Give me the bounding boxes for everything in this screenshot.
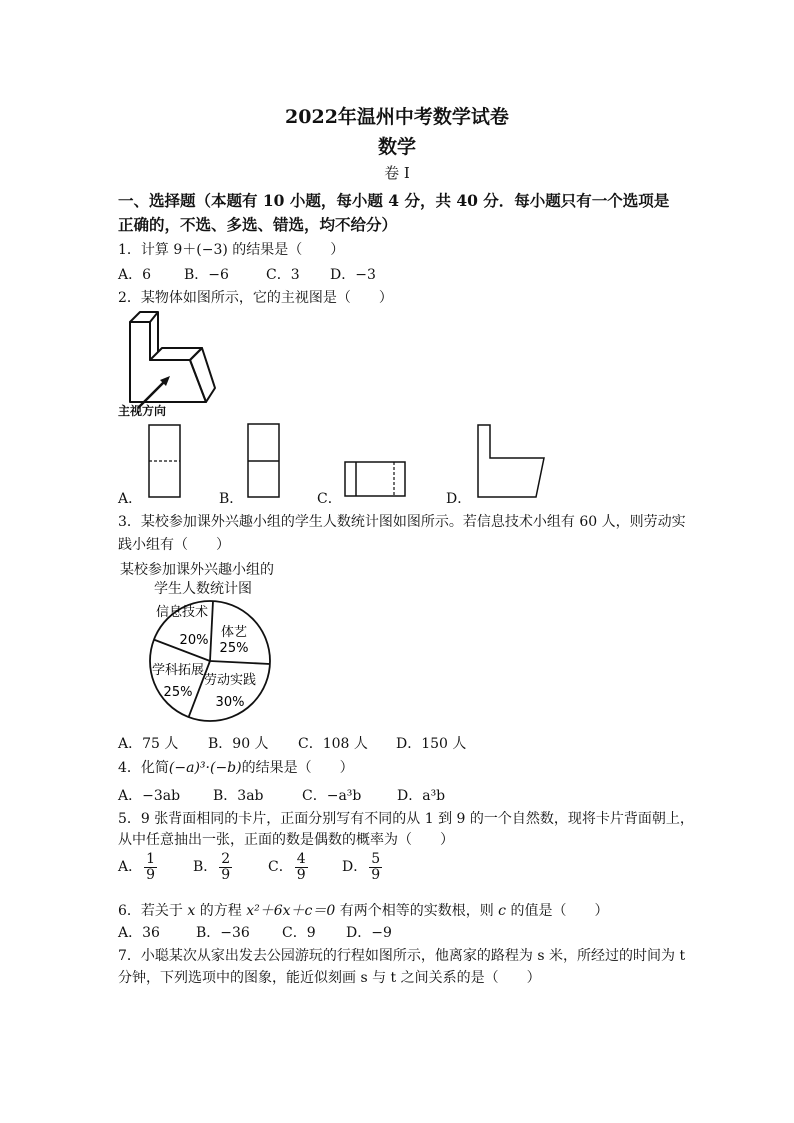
q2-option-a-figure [148, 424, 182, 500]
q4-prefix: 4．化简 [118, 760, 169, 776]
subject-title: 数学 [377, 136, 416, 158]
q5-fraction-c: $\frac{4}{9}$ [296, 851, 306, 883]
solid-top-face [130, 312, 158, 322]
q5-fraction-d: $\frac{5}{9}$ [371, 851, 381, 883]
q5-option-a: A． $\frac{1}{9}$ [118, 851, 156, 883]
solid-front-face [130, 322, 206, 402]
q3-option-c: C．108 人 [298, 736, 368, 752]
q7-stem-line2: 分钟，下列选项中的图象，能近似刻画 s 与 t 之间关系的是（ ） [118, 970, 541, 986]
q2-option-c: C． [317, 491, 342, 507]
pie-chart [138, 598, 288, 728]
q4-option-d: D．a³b [397, 788, 446, 804]
pie-label-subject: 学科拓展 [151, 663, 205, 678]
exam-title: 2022年温州中考数学试卷 [285, 106, 509, 128]
q5-fraction-b: $\frac{2}{9}$ [221, 851, 231, 883]
pie-label-info: 信息技术 [155, 605, 209, 620]
q4-expression: (−a)³·(−b) [168, 760, 242, 776]
pie-value-labor: 30% [215, 695, 245, 710]
pie-value-info: 20% [179, 633, 209, 648]
pie-chart-title-line2: 学生人数统计图 [154, 581, 252, 597]
q2-option-d-figure [474, 422, 548, 500]
q2-view-direction-label: 主视方向 [118, 404, 167, 418]
pie-label-arts: 体艺 [220, 625, 248, 640]
q6-var-x: x [187, 903, 196, 919]
pie-chart-title-line1: 某校参加课外兴趣小组的 [120, 562, 274, 578]
pie-value-subject: 25% [163, 685, 193, 700]
section-heading-line2: 正确的，不选、多选、错选，均不给分） [118, 215, 398, 234]
q1-option-b: B．−6 [184, 267, 229, 283]
q2-option-c-figure [344, 461, 408, 499]
volume-label: 卷 I [384, 164, 410, 182]
pie-value-arts: 25% [219, 641, 249, 656]
q4-stem [118, 757, 354, 777]
q3-stem-line1: 3．某校参加课外兴趣小组的学生人数统计图如图所示。若信息技术小组有 60 人，则劳动实 [118, 514, 686, 530]
q2-option-b: B． [219, 491, 244, 507]
pie-slice-labor-edge [210, 661, 270, 664]
q1-stem: 1．计算 9＋(−3) 的结果是（ ） [118, 242, 345, 258]
q6-option-a: A．36 [118, 925, 160, 941]
q5-fraction-a: $\frac{1}{9}$ [146, 851, 156, 883]
q2-stem: 2．某物体如图所示，它的主视图是（ ） [118, 290, 393, 306]
q4-option-b: B．3ab [213, 788, 264, 804]
q5-option-c: C． $\frac{4}{9}$ [268, 851, 306, 883]
q3-option-a: A．75 人 [118, 736, 179, 752]
q4-option-c: C．−a³b [302, 788, 362, 804]
q3-option-d: D．150 人 [396, 736, 467, 752]
q1-option-c: C．3 [266, 267, 300, 283]
q5-option-b: B． $\frac{2}{9}$ [193, 851, 231, 883]
q2-solid-figure [120, 310, 220, 415]
q3-option-b: B．90 人 [208, 736, 269, 752]
q3-stem-line2: 践小组有（ ） [118, 537, 230, 553]
q6-option-d: D．−9 [346, 925, 392, 941]
section-heading-line1: 一、选择题（本题有 10 小题，每小题 4 分，共 40 分．每小题只有一个选项是 [118, 191, 670, 210]
q5-option-d: D． $\frac{5}{9}$ [342, 851, 381, 883]
q6-var-c: c [498, 903, 506, 919]
q6-option-c: C．9 [282, 925, 316, 941]
q5-stem-line2: 从中任意抽出一张，正面的数是偶数的概率为（ ） [118, 832, 454, 848]
pie-slice-arts-edge [210, 601, 213, 661]
q1-option-d: D．−3 [330, 267, 376, 283]
solid-side-face [190, 348, 215, 402]
q6-option-b: B．−36 [196, 925, 250, 941]
q4-suffix: 的结果是（ ） [241, 760, 354, 776]
q6-equation: x²＋6x＋c＝0 [246, 903, 336, 919]
q2-option-a: A． [118, 491, 143, 507]
q5-stem-line1: 5．9 张背面相同的卡片，正面分别写有不同的从 1 到 9 的一个自然数，现将卡片背面朝上， [118, 811, 694, 827]
pie-label-labor: 劳动实践 [203, 673, 257, 688]
q1-option-a: A．6 [118, 267, 152, 283]
q4-option-a: A．−3ab [118, 788, 181, 804]
q2-option-d: D． [446, 491, 472, 507]
q7-stem-line1: 7．小聪某次从家出发去公园游玩的行程如图所示，他离家的路程为 s 米，所经过的时间为 t [118, 948, 686, 964]
q2-option-b-figure [247, 420, 281, 500]
q6-stem: 6．若关于 x 的方程 x²＋6x＋c＝0 有两个相等的实数根，则 c 的值是（ ） [118, 903, 609, 919]
